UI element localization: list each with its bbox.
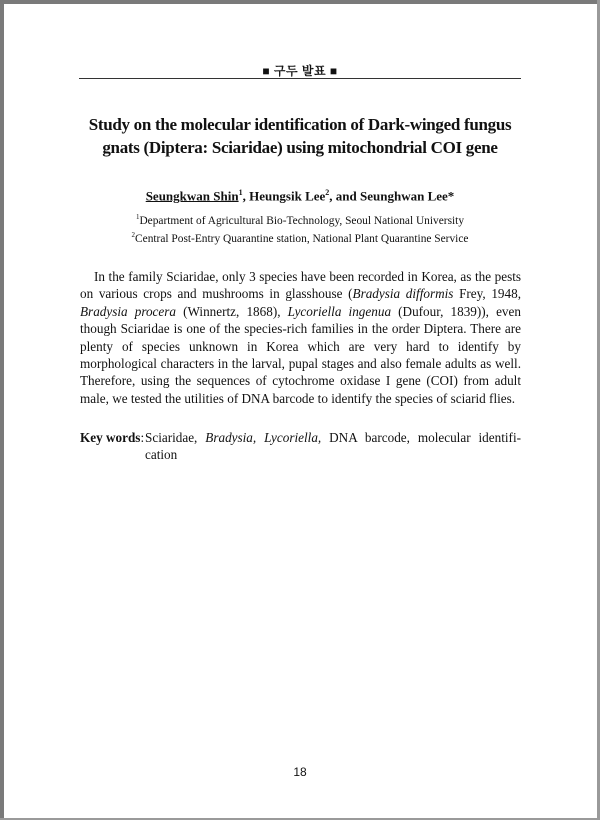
paper-title	[80, 113, 520, 159]
page-number: 18	[293, 765, 307, 779]
author-affiliation-mark: 2	[325, 188, 330, 197]
species-name: Lycoriella ingenua	[287, 303, 392, 319]
paper-title-line-2: gnats (Diptera: Sciaridae) using mitochondrial COI gene	[102, 138, 498, 157]
author-name: Heungsik Lee	[249, 188, 326, 204]
affiliation-list	[80, 210, 520, 247]
author-separator: , and	[329, 188, 361, 204]
section-header: ■ 구두 발표 ■	[262, 64, 338, 78]
affiliation-item	[80, 228, 520, 246]
page-frame-left	[0, 0, 4, 820]
abstract-paragraph	[80, 268, 521, 407]
affiliation-mark: 2	[131, 231, 136, 240]
author-list	[80, 188, 520, 204]
header-divider	[79, 78, 521, 79]
species-name: Bradysia procera	[80, 303, 176, 319]
species-name: Bradysia difformis	[352, 286, 454, 302]
keywords-label: Key words	[80, 430, 141, 445]
keywords-section	[80, 429, 521, 464]
paper-title-line-1: Study on the molecular identification of Dark-winged fungus	[88, 115, 512, 134]
abstract-text: Frey, 1948,	[453, 286, 522, 302]
abstract-text: (Dufour, 1839)), even though Sciaridae is one of the species-rich families in the order Diptera. There are plenty of species unknown in Korea which are very hard to identify by morphological characters in the larval, pupal stages and also female adults as well. Therefore, using the sequences of cytochrome oxidase I gene (COI) from adult male, we tested the utilities of DNA barcode to identify the species of sciarid flies.	[80, 303, 521, 406]
author-name: Seunghwan Lee*	[360, 188, 455, 204]
author-separator: ,	[242, 188, 250, 204]
keywords-colon: :	[140, 430, 145, 445]
affiliation-item	[80, 210, 520, 228]
abstract-text: (Winnertz, 1868),	[176, 303, 288, 319]
page-frame-top	[0, 0, 600, 4]
affiliation-text: Central Post-Entry Quarantine station, National Plant Quarantine Service	[135, 233, 469, 246]
keyword-text: Sciaridae,	[145, 430, 206, 445]
affiliation-mark: 1	[135, 213, 140, 221]
abstract-text: In the family Sciaridae, only 3 species have been recorded in Korea, as the pests on various crops and mushrooms in glasshouse (	[80, 269, 521, 302]
keywords-text	[145, 429, 521, 464]
author-affiliation-mark: 1	[238, 188, 243, 197]
keyword-text: DNA barcode, molecular identifi-cation	[145, 430, 521, 463]
author-name: Seungkwan Shin	[145, 188, 239, 204]
affiliation-text: Department of Agricultural Bio-Technology, Seoul National University	[139, 214, 465, 227]
keyword-genus: Bradysia, Lycoriella,	[205, 430, 322, 445]
